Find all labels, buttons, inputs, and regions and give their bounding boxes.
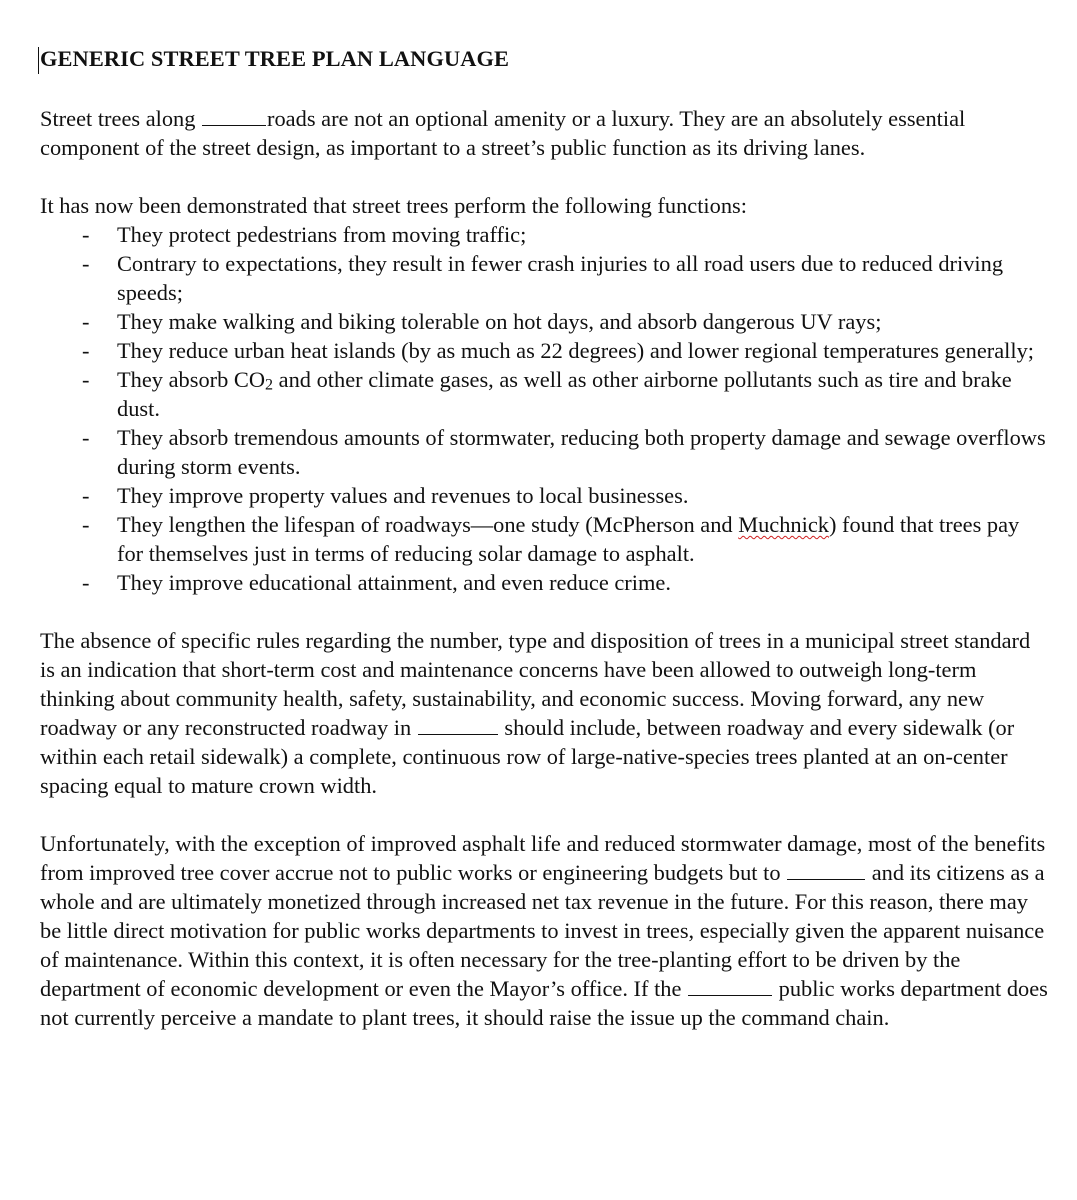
list-item: - Contrary to expectations, they result in fewer crash injuries to all road users due to reduced driving speeds; bbox=[82, 251, 1004, 305]
fill-in-blank[interactable] bbox=[787, 859, 865, 880]
list-item: - They lengthen the lifespan of roadways—one study (McPherson and Muchnick) found that trees pay for themselves just in terms of reducing solar damage to asphalt. bbox=[82, 512, 1020, 566]
text-cursor bbox=[38, 47, 39, 74]
functions-list bbox=[40, 220, 1050, 597]
subscript: 2 bbox=[265, 376, 274, 394]
bullet-dash: - bbox=[82, 425, 90, 450]
bullet-dash: - bbox=[82, 483, 90, 508]
bullet-dash: - bbox=[82, 222, 90, 247]
benefits-paragraph: Unfortunately, with the exception of improved asphalt life and reduced stormwater damage, most of the benefits from improved tree cover accrue not to public works or engineering budgets but to and its citizens as a whole and are ultimately monetized through increased net tax revenue in the future. For this reason, there may be little direct motivation for public works departments to invest in trees, especially given the apparent nuisance of maintenance. Within this context, it is often necessary for the tree-planting effort to be driven by the department of economic development or even the Mayor’s office. If the public works department does not currently perceive a mandate to plant trees, it should raise the issue up the command chain. bbox=[40, 831, 1048, 1030]
document-page bbox=[40, 44, 1050, 1032]
list-item: - They absorb tremendous amounts of stormwater, reducing both property damage and sewage overflows during storm events. bbox=[82, 425, 1046, 479]
intro-paragraph bbox=[40, 104, 1050, 162]
fill-in-blank[interactable] bbox=[418, 714, 498, 735]
functions-intro: It has now been demonstrated that street trees perform the following functions: bbox=[40, 193, 747, 218]
list-item: - They make walking and biking tolerable on hot days, and absorb dangerous UV rays; bbox=[82, 309, 882, 334]
intro-text-2: roads are not an optional amenity or a luxury. They are an absolutely essential component of the street design, as important to a street’s public function as its driving lanes. bbox=[40, 106, 966, 160]
fill-in-blank[interactable] bbox=[688, 975, 772, 996]
bullet-dash: - bbox=[82, 251, 90, 276]
bullet-dash: - bbox=[82, 367, 90, 392]
intro-text-1: Street trees along bbox=[40, 106, 202, 131]
bullet-dash: - bbox=[82, 338, 90, 363]
list-item: - They improve educational attainment, and even reduce crime. bbox=[82, 570, 671, 595]
list-item: - They reduce urban heat islands (by as much as 22 degrees) and lower regional temperatures generally; bbox=[82, 338, 1035, 363]
list-item: - They absorb $CO_2$ and other climate gases, as well as other airborne pollutants such as tire and brake dust. bbox=[82, 367, 1012, 421]
spellcheck-flagged-word[interactable]: Muchnick bbox=[738, 512, 829, 537]
list-item: - They improve property values and revenues to local businesses. bbox=[82, 483, 689, 508]
list-item: - They protect pedestrians from moving traffic; bbox=[82, 222, 527, 247]
document-title: GENERIC STREET TREE PLAN LANGUAGE bbox=[40, 46, 510, 71]
street-standard-paragraph: The absence of specific rules regarding the number, type and disposition of trees in a municipal street standard is an indication that short-term cost and maintenance concerns have been allowed to outweigh long-term thinking about community health, safety, sustainability, and economic success. Moving forward, any new roadway or any reconstructed roadway in should include, between roadway and every sidewalk (or within each retail sidewalk) a complete, continuous row of large-native-species trees planted at an on-center spacing equal to mature crown width. bbox=[40, 628, 1031, 798]
fill-in-blank[interactable] bbox=[202, 105, 266, 126]
bullet-dash: - bbox=[82, 512, 90, 537]
bullet-dash: - bbox=[82, 309, 90, 334]
bullet-dash: - bbox=[82, 570, 90, 595]
